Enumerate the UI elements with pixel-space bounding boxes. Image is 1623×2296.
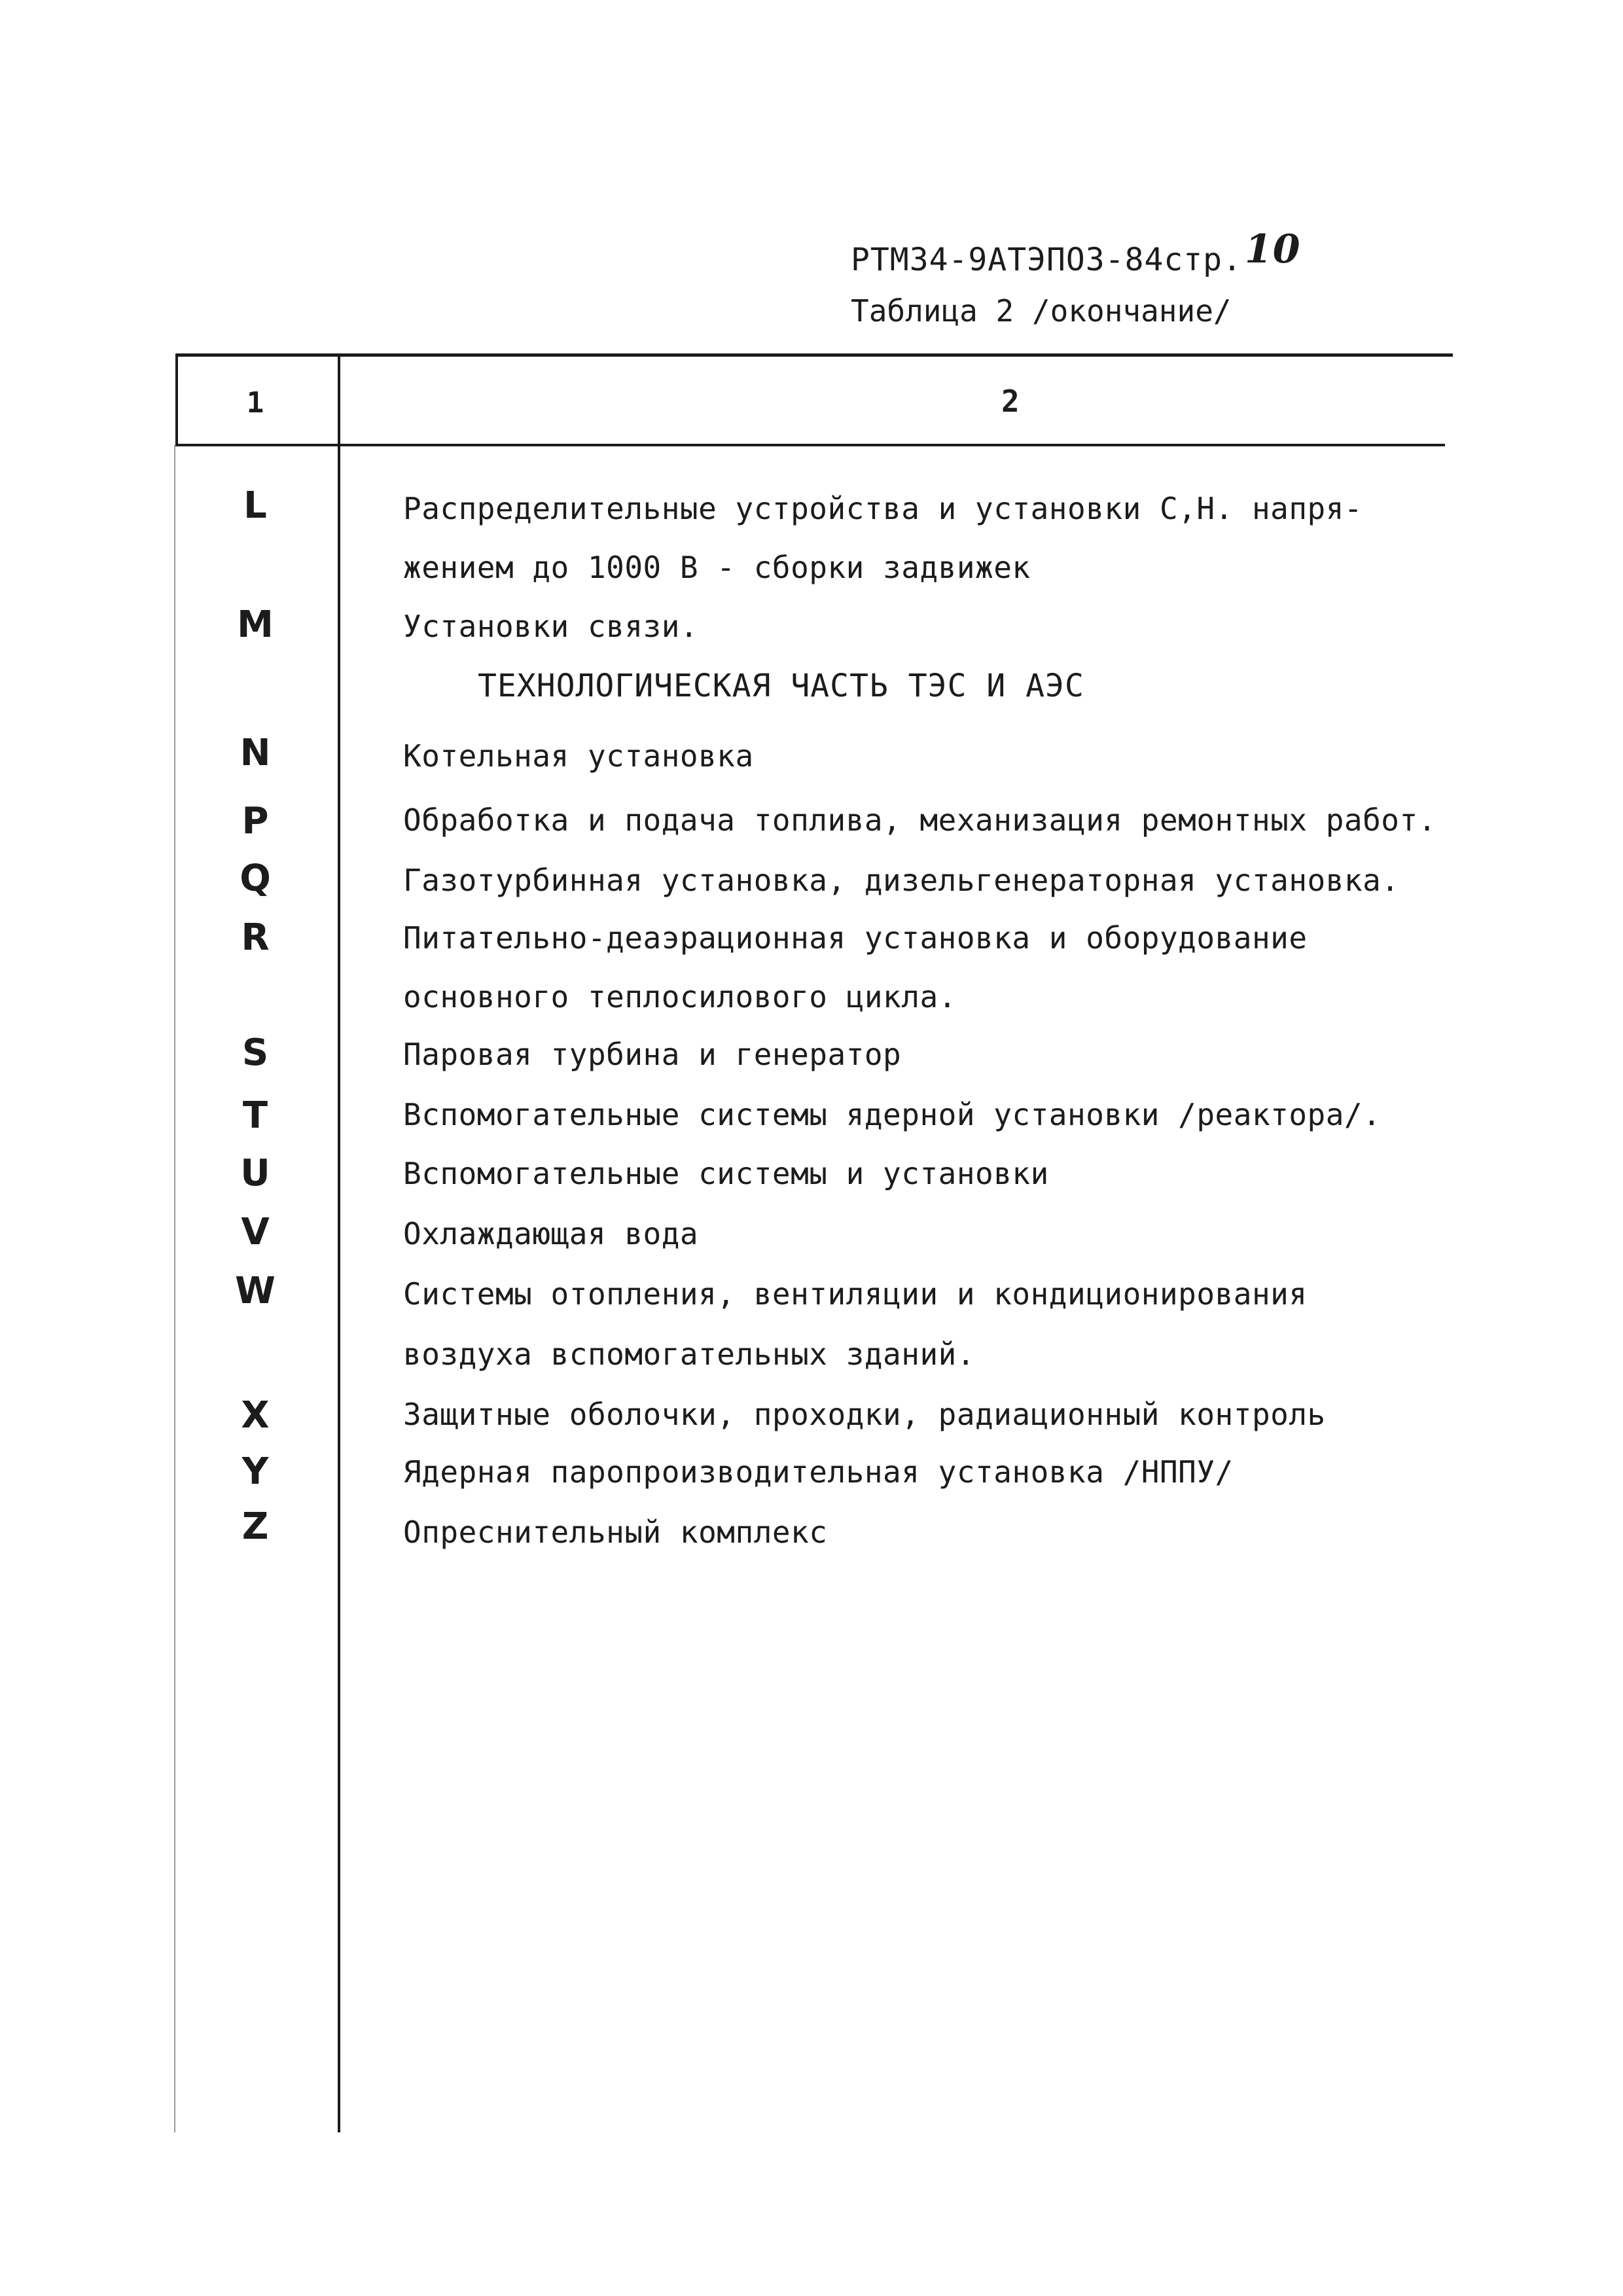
row-text-w-2: воздуха вспомогательных зданий. bbox=[403, 1336, 976, 1372]
row-code-u: U bbox=[240, 1152, 270, 1194]
row-text-r-1: Питательно-деаэрационная установка и оборудование bbox=[403, 920, 1308, 956]
row-code-m: M bbox=[237, 603, 274, 646]
row-text-v-1: Охлаждающая вода bbox=[403, 1216, 699, 1251]
row-code-z: Z bbox=[241, 1505, 269, 1548]
row-code-p: P bbox=[241, 800, 269, 842]
row-text-q-1: Газотурбинная установка, дизельгенераторная установка. bbox=[403, 863, 1400, 898]
doc-ref-text: РТМ34-9АТЭПО3-84стр. bbox=[851, 242, 1242, 278]
table-caption: Таблица 2 /окончание/ bbox=[851, 293, 1232, 329]
row-text-x-1: Защитные оболочки, проходки, радиационный контроль bbox=[403, 1397, 1326, 1432]
table-header-rule bbox=[175, 444, 1445, 446]
row-code-t: T bbox=[242, 1094, 268, 1137]
row-code-w: W bbox=[235, 1270, 276, 1312]
row-code-x: X bbox=[241, 1394, 270, 1437]
row-text-t-1: Вспомогательные системы ядерной установки /реактора/. bbox=[403, 1097, 1382, 1132]
row-code-y: Y bbox=[241, 1450, 269, 1493]
column-header-2: 2 bbox=[1001, 384, 1020, 419]
row-text-y-1: Ядерная паропроизводительная установка /НППУ/ bbox=[403, 1454, 1234, 1490]
row-code-v: V bbox=[241, 1211, 270, 1253]
row-code-n: N bbox=[240, 732, 271, 774]
table-column-divider bbox=[338, 353, 340, 2132]
row-text-s-1: Паровая турбина и генератор bbox=[403, 1037, 902, 1072]
row-text-r-2: основного теплосилового цикла. bbox=[403, 979, 957, 1014]
row-code-r: R bbox=[241, 916, 270, 959]
section-title: ТЕХНОЛОГИЧЕСКАЯ ЧАСТЬ ТЭС И АЭС bbox=[478, 668, 1084, 704]
row-text-m-1: Установки связи. bbox=[403, 609, 699, 644]
row-text-z-1: Опреснительный комплекс bbox=[403, 1515, 828, 1550]
column-header-1: 1 bbox=[246, 386, 264, 420]
row-text-l-2: жением до 1000 В - сборки задвижек bbox=[403, 550, 1031, 585]
row-code-l: L bbox=[243, 484, 267, 527]
table-left-rule bbox=[175, 353, 178, 445]
row-text-n-1: Котельная установка bbox=[403, 738, 754, 774]
row-text-p-1: Обработка и подача топлива, механизация ремонтных работ. bbox=[403, 802, 1436, 838]
row-text-l-1: Распределительные устройства и установки С,Н. напря- bbox=[403, 491, 1363, 526]
table-margin-line bbox=[174, 445, 175, 2132]
table-top-rule bbox=[175, 353, 1453, 357]
row-text-u-1: Вспомогательные системы и установки bbox=[403, 1156, 1049, 1191]
page-number: 10 bbox=[1244, 226, 1301, 272]
row-code-q: Q bbox=[240, 857, 271, 900]
document-reference bbox=[851, 226, 1301, 280]
row-text-w-1: Системы отопления, вентиляции и кондиционирования bbox=[403, 1276, 1308, 1312]
row-code-s: S bbox=[241, 1031, 269, 1074]
